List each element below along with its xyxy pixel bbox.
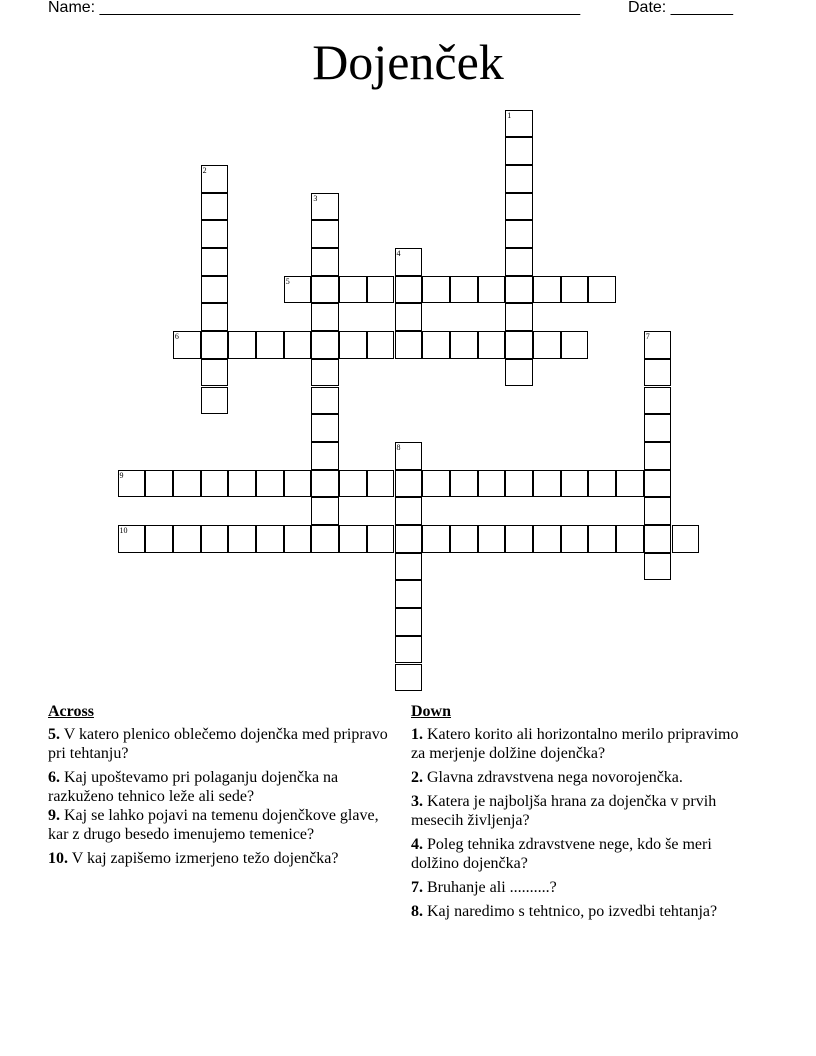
grid-cell[interactable] xyxy=(284,331,312,359)
across-clue-9 xyxy=(48,806,388,844)
grid-cell[interactable] xyxy=(422,525,450,553)
clue-number: 5. xyxy=(48,726,60,743)
grid-cell[interactable] xyxy=(395,303,423,331)
grid-cell[interactable] xyxy=(533,470,561,498)
grid-cell[interactable] xyxy=(173,331,201,359)
grid-cell[interactable] xyxy=(201,220,229,248)
grid-cell[interactable] xyxy=(201,387,229,415)
grid-cell[interactable] xyxy=(339,276,367,304)
down-clue-7 xyxy=(411,878,756,897)
grid-cell[interactable] xyxy=(228,470,256,498)
down-clue-3 xyxy=(411,792,756,830)
grid-cell[interactable] xyxy=(311,248,339,276)
grid-cell[interactable] xyxy=(339,470,367,498)
grid-cell[interactable] xyxy=(616,470,644,498)
cell-number: 8 xyxy=(396,442,401,452)
cell-number: 5 xyxy=(285,276,290,286)
clue-number: 10. xyxy=(48,850,68,867)
cell-number: 7 xyxy=(645,332,650,342)
down-heading: Down xyxy=(411,703,452,720)
clue-text: V kaj zapišemo izmerjeno težo dojenčka? xyxy=(71,850,339,867)
grid-cell[interactable] xyxy=(505,110,533,138)
clue-text: Kaj upoštevamo pri polaganju dojenčka na razkuženo tehnico leže ali sede? xyxy=(48,769,339,805)
grid-cell[interactable] xyxy=(395,636,423,664)
grid-cell[interactable] xyxy=(395,442,423,470)
grid-cell[interactable] xyxy=(505,165,533,193)
puzzle-title: Dojenček xyxy=(312,34,504,90)
across-clue-5 xyxy=(48,725,388,763)
grid-cell[interactable] xyxy=(284,470,312,498)
grid-cell[interactable] xyxy=(201,276,229,304)
grid-cell[interactable] xyxy=(644,497,672,525)
cell-number: 1 xyxy=(507,110,512,120)
grid-cell[interactable] xyxy=(395,248,423,276)
clue-number: 9. xyxy=(48,807,60,824)
clue-text: Katera je najboljša hrana za dojenčka v prvih mesecih življenja? xyxy=(411,793,717,829)
name-field-label[interactable]: Name: ______________________________________________________ xyxy=(48,0,581,16)
grid-cell[interactable] xyxy=(505,359,533,387)
grid-cell[interactable] xyxy=(533,331,561,359)
grid-cell[interactable] xyxy=(422,331,450,359)
grid-cell[interactable] xyxy=(561,276,589,304)
grid-cell[interactable] xyxy=(201,470,229,498)
grid-cell[interactable] xyxy=(311,303,339,331)
grid-cell[interactable] xyxy=(256,331,284,359)
clue-text: Katero korito ali horizontalno merilo pripravimo za merjenje dolžine dojenčka? xyxy=(411,726,739,762)
grid-cell[interactable] xyxy=(644,470,672,498)
grid-cell[interactable] xyxy=(145,470,173,498)
grid-cell[interactable] xyxy=(256,470,284,498)
grid-cell[interactable] xyxy=(339,525,367,553)
grid-cell[interactable] xyxy=(311,497,339,525)
grid-cell[interactable] xyxy=(588,470,616,498)
grid-cell[interactable] xyxy=(201,359,229,387)
cell-number: 10 xyxy=(119,526,128,535)
grid-cell[interactable] xyxy=(395,497,423,525)
grid-cell[interactable] xyxy=(561,470,589,498)
clue-number: 6. xyxy=(48,769,60,786)
date-field-label[interactable]: Date: _______ xyxy=(628,0,733,16)
grid-cell[interactable] xyxy=(201,165,229,193)
grid-cell[interactable] xyxy=(561,525,589,553)
grid-cell[interactable] xyxy=(311,193,339,221)
grid-cell[interactable] xyxy=(228,331,256,359)
grid-cell[interactable] xyxy=(422,470,450,498)
grid-cell[interactable] xyxy=(395,331,423,359)
grid-cell[interactable] xyxy=(450,276,478,304)
grid-cell[interactable] xyxy=(284,276,312,304)
grid-cell[interactable] xyxy=(395,276,423,304)
down-clue-4 xyxy=(411,835,756,873)
grid-cell[interactable] xyxy=(644,553,672,581)
grid-cell[interactable] xyxy=(339,331,367,359)
grid-cell[interactable] xyxy=(478,525,506,553)
cell-number: 9 xyxy=(119,470,124,480)
clue-text: Poleg tehnika zdravstvene nege, kdo še meri dolžino dojenčka? xyxy=(411,836,712,872)
down-clue-2 xyxy=(411,768,756,787)
grid-cell[interactable] xyxy=(672,525,700,553)
grid-cell[interactable] xyxy=(588,525,616,553)
clue-number: 3. xyxy=(411,793,423,810)
cell-number: 6 xyxy=(174,332,179,342)
grid-cell[interactable] xyxy=(644,331,672,359)
grid-cell[interactable] xyxy=(367,470,395,498)
grid-cell[interactable] xyxy=(505,276,533,304)
grid-cell[interactable] xyxy=(533,525,561,553)
grid-cell[interactable] xyxy=(505,331,533,359)
grid-cell[interactable] xyxy=(395,580,423,608)
cell-number: 2 xyxy=(202,165,207,175)
grid-cell[interactable] xyxy=(367,525,395,553)
grid-cell[interactable] xyxy=(450,470,478,498)
grid-cell[interactable] xyxy=(201,331,229,359)
grid-cell[interactable] xyxy=(201,525,229,553)
grid-cell[interactable] xyxy=(311,442,339,470)
grid-cell[interactable] xyxy=(201,303,229,331)
grid-cell[interactable] xyxy=(311,414,339,442)
grid-cell[interactable] xyxy=(505,525,533,553)
grid-cell[interactable] xyxy=(311,276,339,304)
clue-text: Kaj se lahko pojavi na temenu dojenčkove glave, kar z drugo besedo imenujemo temenice? xyxy=(48,807,379,843)
grid-cell[interactable] xyxy=(395,664,423,692)
grid-cell[interactable] xyxy=(201,193,229,221)
grid-cell[interactable] xyxy=(367,276,395,304)
grid-cell[interactable] xyxy=(422,276,450,304)
grid-cell[interactable] xyxy=(145,525,173,553)
grid-cell[interactable] xyxy=(395,553,423,581)
grid-cell[interactable] xyxy=(284,525,312,553)
cell-number: 3 xyxy=(313,193,318,203)
clue-text: Bruhanje ali ..........? xyxy=(427,879,557,896)
grid-cell[interactable] xyxy=(505,193,533,221)
grid-cell[interactable] xyxy=(505,303,533,331)
down-clues xyxy=(411,702,756,926)
grid-cell[interactable] xyxy=(311,331,339,359)
clue-text: Kaj naredimo s tehtnico, po izvedbi tehtanja? xyxy=(427,903,718,920)
across-clue-6 xyxy=(48,768,388,806)
grid-cell[interactable] xyxy=(395,470,423,498)
grid-cell[interactable] xyxy=(450,331,478,359)
grid-cell[interactable] xyxy=(505,220,533,248)
grid-cell[interactable] xyxy=(311,387,339,415)
grid-cell[interactable] xyxy=(311,359,339,387)
grid-cell[interactable] xyxy=(478,276,506,304)
across-clue-10 xyxy=(48,849,388,868)
clue-number: 2. xyxy=(411,769,423,786)
grid-cell[interactable] xyxy=(311,470,339,498)
clue-text: V katero plenico oblečemo dojenčka med pripravo pri tehtanju? xyxy=(48,726,388,762)
grid-cell[interactable] xyxy=(644,359,672,387)
grid-cell[interactable] xyxy=(505,137,533,165)
grid-cell[interactable] xyxy=(644,525,672,553)
grid-cell[interactable] xyxy=(505,470,533,498)
grid-cell[interactable] xyxy=(395,608,423,636)
grid-cell[interactable] xyxy=(256,525,284,553)
grid-cell[interactable] xyxy=(201,248,229,276)
grid-cell[interactable] xyxy=(173,525,201,553)
cell-number: 4 xyxy=(396,249,401,258)
grid-cell[interactable] xyxy=(533,276,561,304)
grid-cell[interactable] xyxy=(644,387,672,415)
clue-number: 4. xyxy=(411,836,423,853)
grid-cell[interactable] xyxy=(311,220,339,248)
grid-cell[interactable] xyxy=(118,525,146,553)
grid-cell[interactable] xyxy=(644,414,672,442)
grid-cell[interactable] xyxy=(311,525,339,553)
grid-cell[interactable] xyxy=(367,331,395,359)
clue-number: 7. xyxy=(411,879,423,896)
clue-text: Glavna zdravstvena nega novorojenčka. xyxy=(427,769,683,786)
down-clue-8 xyxy=(411,902,756,921)
grid-cell[interactable] xyxy=(173,470,201,498)
grid-cell[interactable] xyxy=(616,525,644,553)
clue-number: 1. xyxy=(411,726,423,743)
grid-cell[interactable] xyxy=(644,442,672,470)
grid-cell[interactable] xyxy=(228,525,256,553)
grid-cell[interactable] xyxy=(478,331,506,359)
across-clues xyxy=(48,702,388,873)
grid-cell[interactable] xyxy=(395,525,423,553)
grid-cell[interactable] xyxy=(450,525,478,553)
clue-number: 8. xyxy=(411,903,423,920)
grid-cell[interactable] xyxy=(118,470,146,498)
across-heading: Across xyxy=(48,703,94,720)
grid-cell[interactable] xyxy=(588,276,616,304)
down-clue-1 xyxy=(411,725,756,763)
grid-cell[interactable] xyxy=(478,470,506,498)
grid-cell[interactable] xyxy=(505,248,533,276)
grid-cell[interactable] xyxy=(561,331,589,359)
